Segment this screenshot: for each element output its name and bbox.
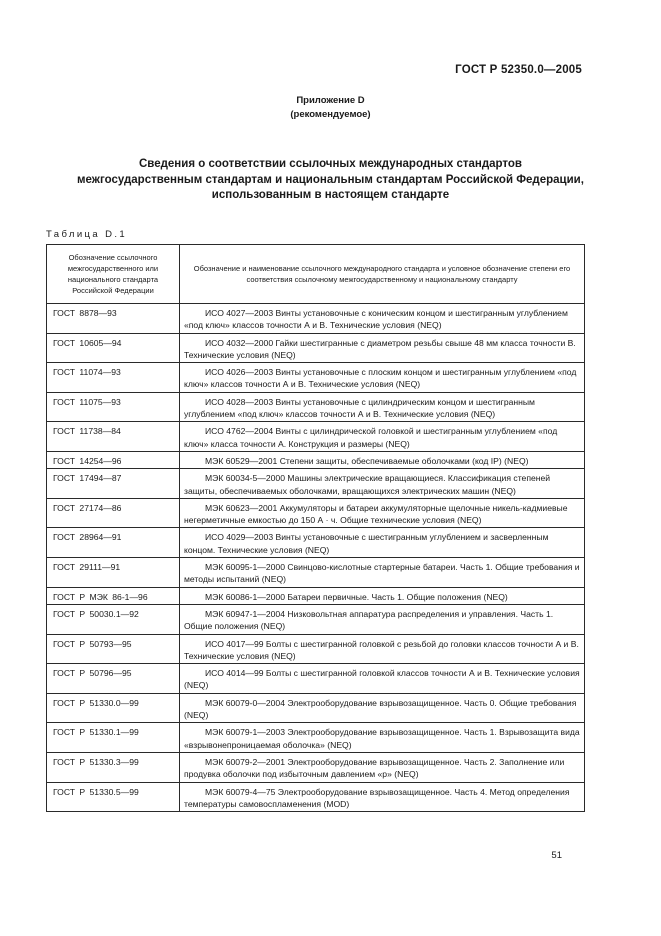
international-standard-description: ИСО 4762—2004 Винты с цилиндрической головкой и шестигранным углублением «под ключ» класса точности А. Конструкция и размеры (NEQ) — [184, 426, 558, 449]
national-standard-code: ГОСТ Р 51330.3—99 — [47, 752, 180, 782]
table-row — [47, 422, 585, 452]
table-row — [47, 634, 585, 664]
international-standard-cell — [180, 333, 585, 363]
table-row — [47, 587, 585, 604]
international-standard-description: МЭК 60623—2001 Аккумуляторы и батареи аккумуляторные щелочные никель-кадмиевые негерметичные емкостью до 150 А · ч. Общие технические условия (NEQ) — [184, 502, 568, 526]
international-standard-cell — [180, 528, 585, 558]
table-row — [47, 363, 585, 393]
international-standard-description: МЭК 60034-5—2000 Машины электрические вращающиеся. Классификация степеней защиты, обеспечиваемых оболочками, вращающихся электрических машин (NEQ) — [184, 473, 551, 496]
international-standard-cell — [180, 782, 585, 812]
appendix-title: Приложение D — [296, 95, 365, 106]
international-standard-description: ИСО 4014—99 Болты с шестигранной головкой классов точности А и В. Технические условия (NEQ) — [184, 668, 580, 691]
national-standard-code: ГОСТ Р МЭК 86-1—96 — [47, 587, 180, 604]
national-standard-code: ГОСТ 10605—94 — [47, 333, 180, 363]
international-standard-cell — [180, 664, 585, 694]
national-standard-code: ГОСТ 28964—91 — [47, 528, 180, 558]
table-row — [47, 469, 585, 499]
national-standard-code: ГОСТ 29111—91 — [47, 558, 180, 588]
table-body — [47, 304, 585, 812]
table-row — [47, 498, 585, 528]
national-standard-code: ГОСТ 11738—84 — [47, 422, 180, 452]
international-standard-description: ИСО 4032—2000 Гайки шестигранные с диаметром резьбы свыше 48 мм класса точности В. Технические условия (NEQ) — [184, 337, 576, 360]
standards-table — [46, 244, 585, 812]
national-standard-code: ГОСТ Р 51330.5—99 — [47, 782, 180, 812]
table-row — [47, 333, 585, 363]
international-standard-cell — [180, 604, 585, 634]
document-code: ГОСТ Р 52350.0—2005 — [455, 64, 582, 76]
section-title — [40, 157, 621, 204]
international-standard-description: МЭК 60529—2001 Степени защиты, обеспечиваемые оболочками (код IP) (NEQ) — [205, 455, 529, 466]
table-row — [47, 782, 585, 812]
international-standard-cell — [180, 392, 585, 422]
international-standard-description: МЭК 60079-4—75 Электрооборудование взрывозащищенное. Часть 4. Метод определения температуры самовоспламенения (MOD) — [184, 786, 570, 809]
international-standard-cell — [180, 422, 585, 452]
national-standard-code: ГОСТ 27174—86 — [47, 498, 180, 528]
table-row — [47, 664, 585, 694]
national-standard-code: ГОСТ 8878—93 — [47, 304, 180, 334]
table-row — [47, 723, 585, 753]
table-row — [47, 693, 585, 723]
national-standard-code: ГОСТ Р 50793—95 — [47, 634, 180, 664]
international-standard-description: ИСО 4029—2003 Винты установочные с шестигранным углублением и засверленным концом. Технические условия (NEQ) — [184, 532, 549, 555]
international-standard-cell — [180, 304, 585, 334]
international-standard-description: МЭК 60079-2—2001 Электрооборудование взрывозащищенное. Часть 2. Заполнение или продувка оболочки под избыточным давлением «p» (NEQ) — [184, 756, 565, 780]
international-standard-cell — [180, 451, 585, 468]
international-standard-cell — [180, 693, 585, 723]
national-standard-code: ГОСТ 17494—87 — [47, 469, 180, 499]
national-standard-code: ГОСТ Р 50030.1—92 — [47, 604, 180, 634]
international-standard-description: ИСО 4028—2003 Винты установочные с цилиндрическим концом и шестигранным углублением «под ключ» классов точности А и В. Технические условия (NEQ) — [184, 396, 535, 420]
national-standard-code: ГОСТ 11074—93 — [47, 363, 180, 393]
column-header-international-standard: Обозначение и наименование ссылочного международного стандарта и условное обозначение степени его соответствия ссылочному межгосударственному и национальному стандарту — [180, 245, 585, 304]
national-standard-code: ГОСТ Р 50796—95 — [47, 664, 180, 694]
international-standard-cell — [180, 469, 585, 499]
section-title-line-3: использованным в настоящем стандарте — [211, 189, 450, 201]
table-row — [47, 558, 585, 588]
section-title-line-1: Сведения о соответствии ссылочных международных стандартов — [138, 158, 522, 170]
table-header-row — [47, 245, 585, 304]
international-standard-description: МЭК 60947-1—2004 Низковольтная аппаратура распределения и управления. Часть 1. Общие положения (NEQ) — [184, 608, 554, 632]
international-standard-cell — [180, 634, 585, 664]
table-row — [47, 528, 585, 558]
appendix-subtitle: (рекомендуемое) — [290, 109, 371, 120]
section-title-line-2: межгосударственным стандартам и национальным стандартам Российской Федерации, — [77, 173, 584, 186]
table-row — [47, 451, 585, 468]
international-standard-description: МЭК 60079-1—2003 Электрооборудование взрывозащищенное. Часть 1. Взрывозащита вида «взрывонепроницаемая оболочка» (NEQ) — [184, 727, 580, 750]
page-number: 51 — [551, 850, 562, 861]
appendix-heading — [0, 94, 661, 122]
international-standard-description: ИСО 4026—2003 Винты установочные с плоским концом и шестигранным углублением «под ключ» классов точности А и В. Технические условия (NEQ) — [184, 367, 577, 390]
table-caption: Таблица D.1 — [46, 229, 128, 240]
international-standard-description: МЭК 60079-0—2004 Электрооборудование взрывозащищенное. Часть 0. Общие требования (NEQ) — [184, 697, 577, 721]
international-standard-cell — [180, 363, 585, 393]
international-standard-description: МЭК 60086-1—2000 Батареи первичные. Часть 1. Общие положения (NEQ) — [205, 591, 508, 602]
national-standard-code: ГОСТ Р 51330.0—99 — [47, 693, 180, 723]
table-row — [47, 752, 585, 782]
international-standard-description: МЭК 60095-1—2000 Свинцово-кислотные стартерные батареи. Часть 1. Общие требования и методы испытаний (NEQ) — [184, 562, 580, 585]
international-standard-cell — [180, 558, 585, 588]
table-row — [47, 604, 585, 634]
international-standard-cell — [180, 723, 585, 753]
national-standard-code: ГОСТ 14254—96 — [47, 451, 180, 468]
table-row — [47, 392, 585, 422]
international-standard-cell — [180, 752, 585, 782]
national-standard-code: ГОСТ 11075—93 — [47, 392, 180, 422]
international-standard-cell — [180, 587, 585, 604]
column-header-national-standard: Обозначение ссылочного межгосударственного или национального стандарта Российской Федерации — [47, 245, 180, 304]
international-standard-description: ИСО 4017—99 Болты с шестигранной головкой с резьбой до головки классов точности А и В. Технические условия (NEQ) — [184, 638, 579, 661]
international-standard-description: ИСО 4027—2003 Винты установочные с коническим концом и шестигранным углублением «под ключ» классов точности А и В. Технические условия (NEQ) — [184, 308, 568, 331]
national-standard-code: ГОСТ Р 51330.1—99 — [47, 723, 180, 753]
international-standard-cell — [180, 498, 585, 528]
table-row — [47, 304, 585, 334]
